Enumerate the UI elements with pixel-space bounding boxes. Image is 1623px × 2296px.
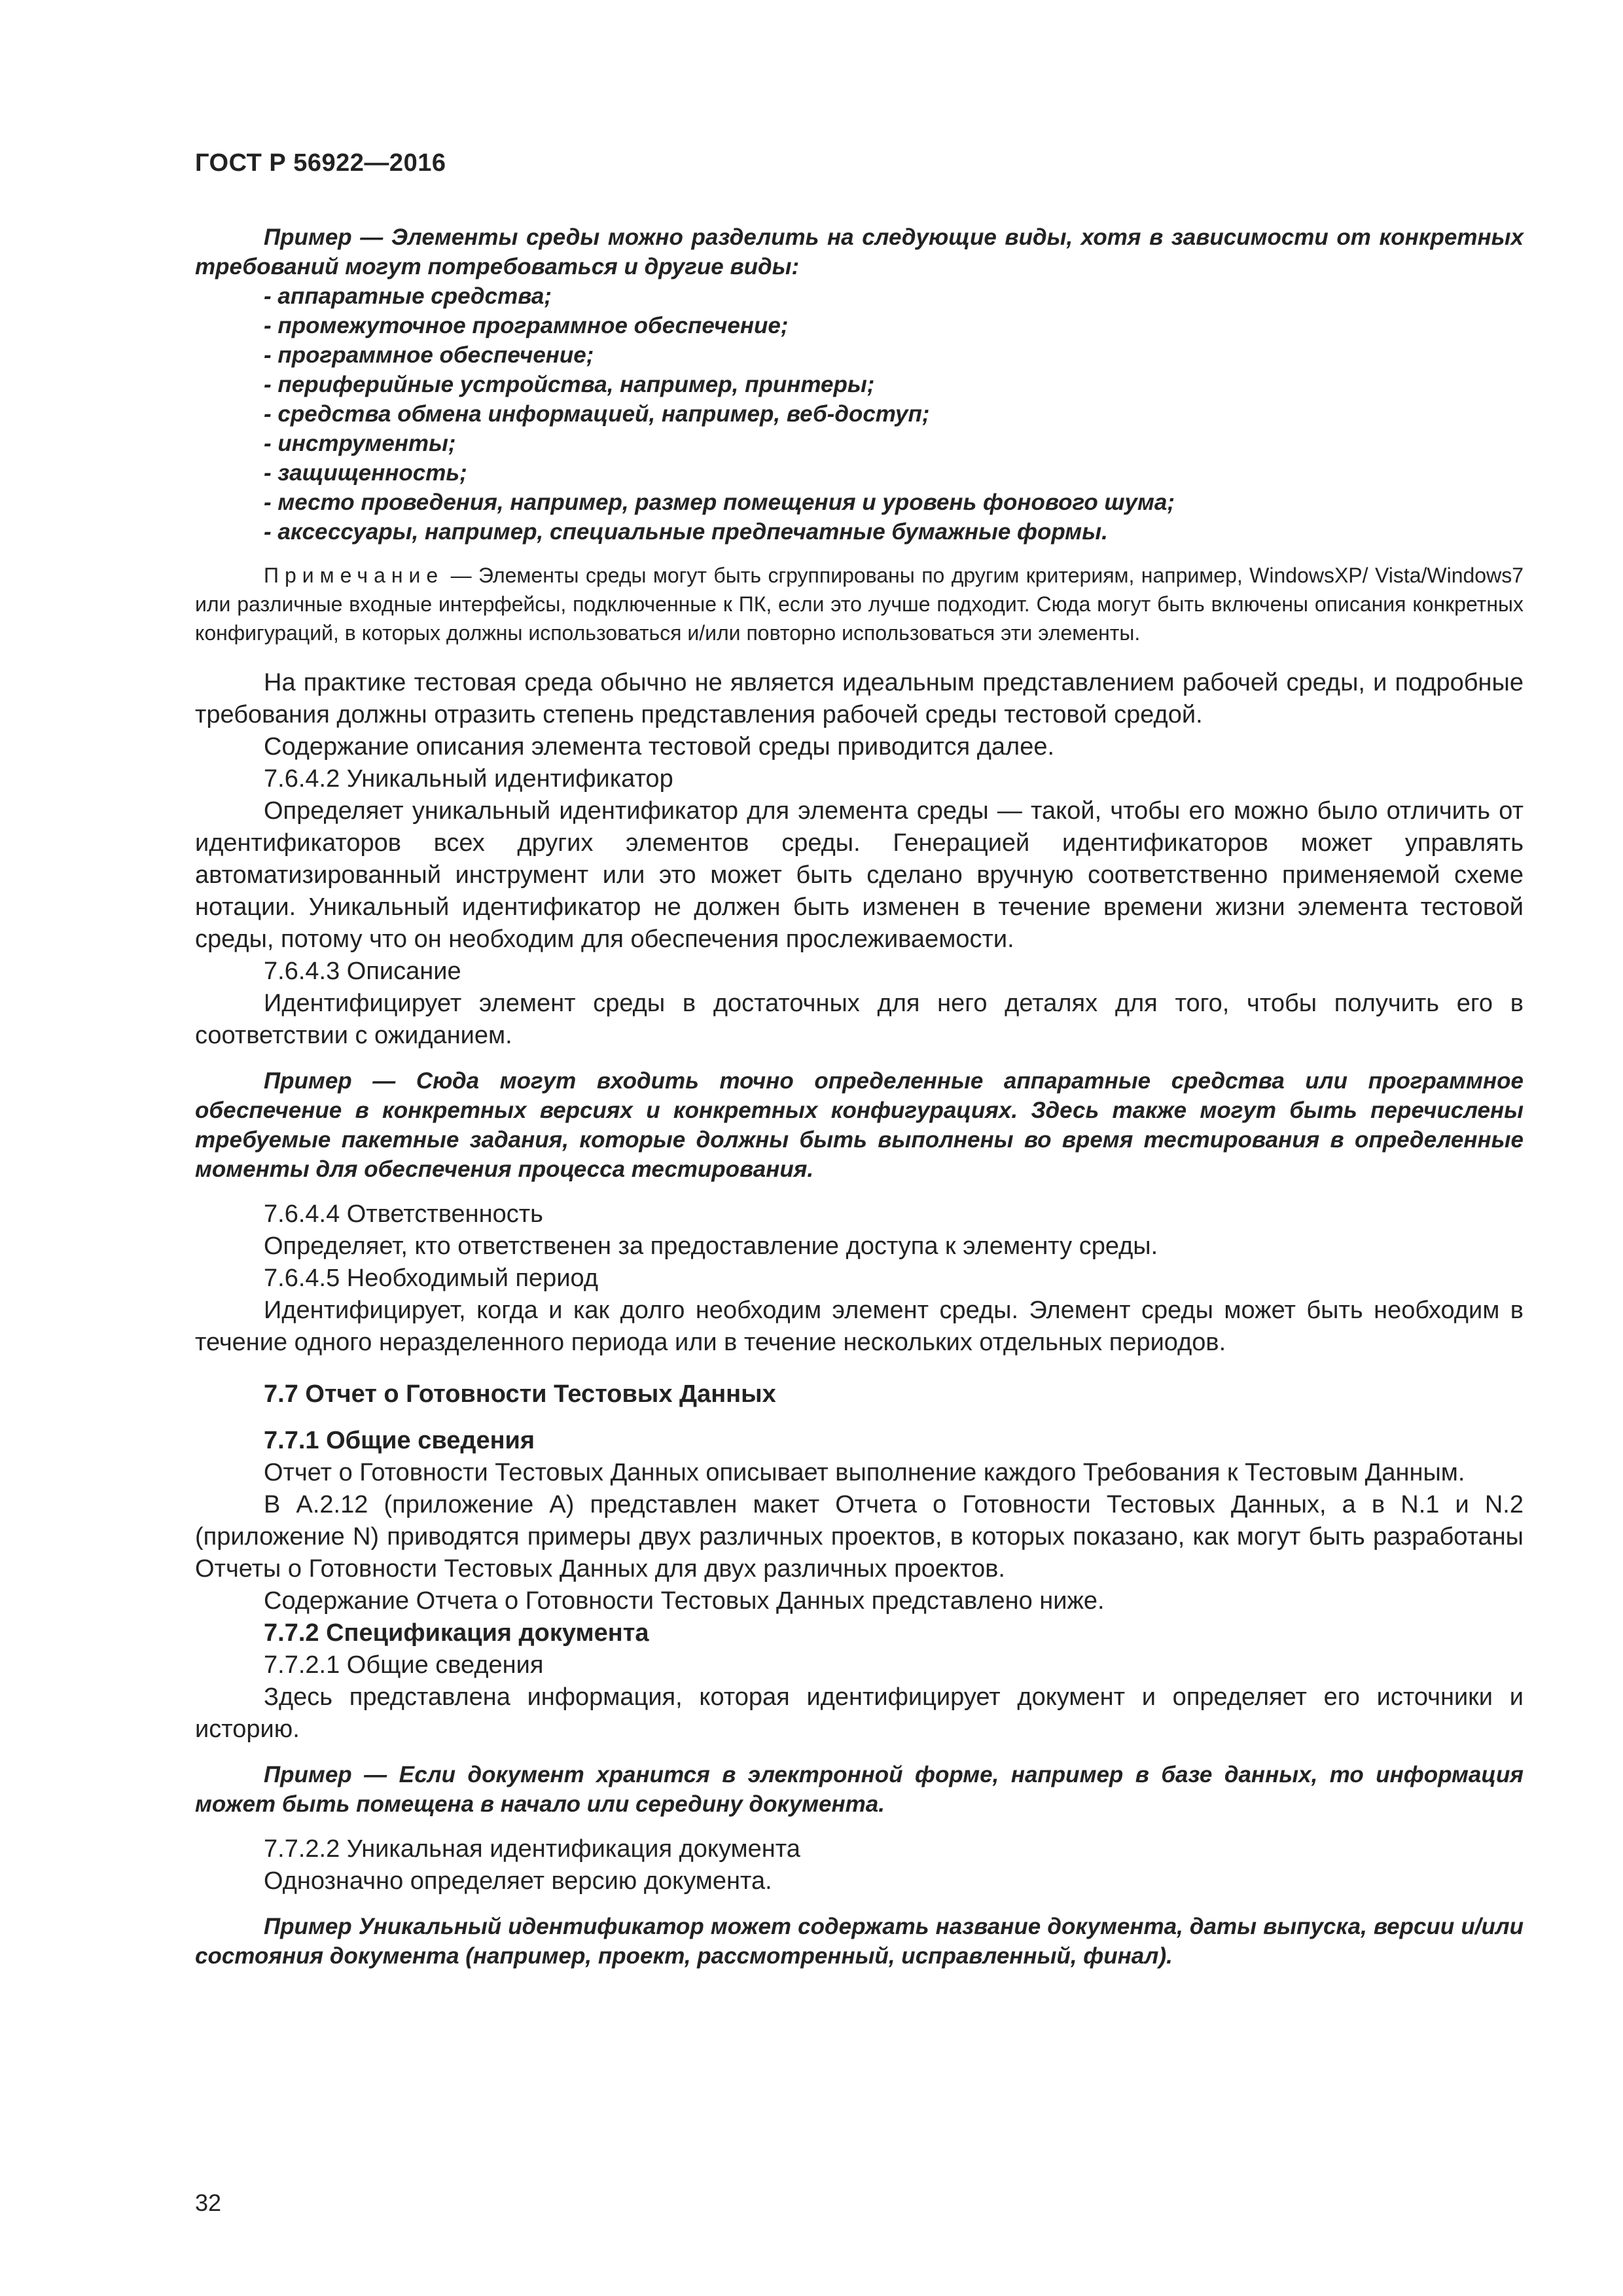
subsection-heading: 7.6.4.2 Уникальный идентификатор [264, 765, 673, 793]
example-list-item: - инструменты; [264, 431, 456, 456]
paragraph: Содержание Отчета о Готовности Тестовых Данных представлено ниже. [264, 1587, 1105, 1615]
paragraph: Однозначно определяет версию документа. [264, 1867, 772, 1895]
paragraph: Идентифицирует, когда и как долго необходим элемент среды. Элемент среды может быть необходим в течение одного неразделенного периода или в течение нескольких отдельных периодов. [195, 1297, 1524, 1356]
subsection-heading: 7.7.2.1 Общие сведения [264, 1651, 544, 1679]
example-list-item: - программное обеспечение; [264, 342, 594, 368]
page-content [195, 223, 1524, 1971]
example-paragraph: Пример Уникальный идентификатор может содержать название документа, даты выпуска, версии и/или состояния документа (например, проект, рассмотренный, исправленный, финал). [195, 1914, 1524, 1969]
note-label: Примечание [264, 564, 444, 587]
example-list-item: - аксессуары, например, специальные предпечатные бумажные формы. [264, 519, 1108, 545]
paragraph: Определяет уникальный идентификатор для элемента среды — такой, чтобы его можно было отличить от идентификаторов всех других элементов среды. Генерацией идентификаторов может управлять автоматизированный инструмент или это может быть сделано вручную соответственно применяемой схеме нотации. Уникальный идентификатор не должен быть изменен в течение времени жизни элемента тестовой среды, потому что он необходим для обеспечения прослеживаемости. [195, 797, 1524, 953]
example-list-item: - промежуточное программное обеспечение; [264, 313, 789, 338]
example-list-item: - периферийные устройства, например, принтеры; [264, 372, 875, 397]
example-intro: Пример — Элементы среды можно разделить на следующие виды, хотя в зависимости от конкретных требований могут потребоваться и другие виды: [195, 224, 1524, 279]
note-paragraph [195, 561, 1524, 647]
paragraph: В А.2.12 (приложение А) представлен макет Отчета о Готовности Тестовых Данных, а в N.1 и N.2 (приложение N) приводятся примеры двух различных проектов, в которых показано, как могут быть разработаны Отчеты о Готовности Тестовых Данных для двух различных проектов. [195, 1491, 1524, 1583]
subsection-heading: 7.7.2.2 Уникальная идентификация документа [264, 1835, 800, 1863]
example-list-item: - место проведения, например, размер помещения и уровень фонового шума; [264, 490, 1175, 515]
page-number: 32 [195, 2189, 222, 2216]
subsection-heading: 7.6.4.5 Необходимый период [264, 1265, 599, 1292]
paragraph: Здесь представлена информация, которая идентифицирует документ и определяет его источники и историю. [195, 1683, 1524, 1743]
note-text: — Элементы среды могут быть сгруппированы по другим критериям, например, WindowsXP/ Vista/Windows7 или различные входные интерфейсы, подключенные к ПК, если это лучше подходит. Сюда могут быть включены описания конкретных конфигураций, в которых должны использоваться и/или повторно использоваться эти элементы. [195, 564, 1524, 645]
paragraph: Идентифицирует элемент среды в достаточных для него деталях для того, чтобы получить его в соответствии с ожиданием. [195, 990, 1524, 1049]
paragraph: На практике тестовая среда обычно не является идеальным представлением рабочей среды, и подробные требования должны отразить степень представления рабочей среды тестовой средой. [195, 669, 1524, 728]
paragraph: Отчет о Готовности Тестовых Данных описывает выполнение каждого Требования к Тестовым Данным. [264, 1459, 1465, 1486]
subsection-heading: 7.6.4.4 Ответственность [264, 1200, 543, 1228]
example-list-item: - средства обмена информацией, например, веб-доступ; [264, 401, 930, 427]
example-paragraph: Пример — Если документ хранится в электронной форме, например в базе данных, то информация может быть помещена в начало или середину документа. [195, 1762, 1524, 1817]
example-paragraph: Пример — Сюда могут входить точно определенные аппаратные средства или программное обеспечение в конкретных версиях и конкретных конфигурациях. Здесь также могут быть перечислены требуемые пакетные задания, которые должны быть выполнены во время тестирования в определенные моменты для обеспечения процесса тестирования. [195, 1068, 1524, 1182]
paragraph: Содержание описания элемента тестовой среды приводится далее. [264, 733, 1055, 761]
section-heading: 7.7.1 Общие сведения [264, 1427, 535, 1454]
section-heading: 7.7 Отчет о Готовности Тестовых Данных [264, 1380, 776, 1408]
example-list-item: - аппаратные средства; [264, 283, 552, 309]
standard-header: ГОСТ Р 56922—2016 [195, 149, 446, 177]
subsection-heading: 7.6.4.3 Описание [264, 958, 461, 985]
example-list-item: - защищенность; [264, 460, 467, 486]
section-heading: 7.7.2 Спецификация документа [264, 1619, 649, 1647]
paragraph: Определяет, кто ответственен за предоставление доступа к элементу среды. [264, 1232, 1158, 1260]
